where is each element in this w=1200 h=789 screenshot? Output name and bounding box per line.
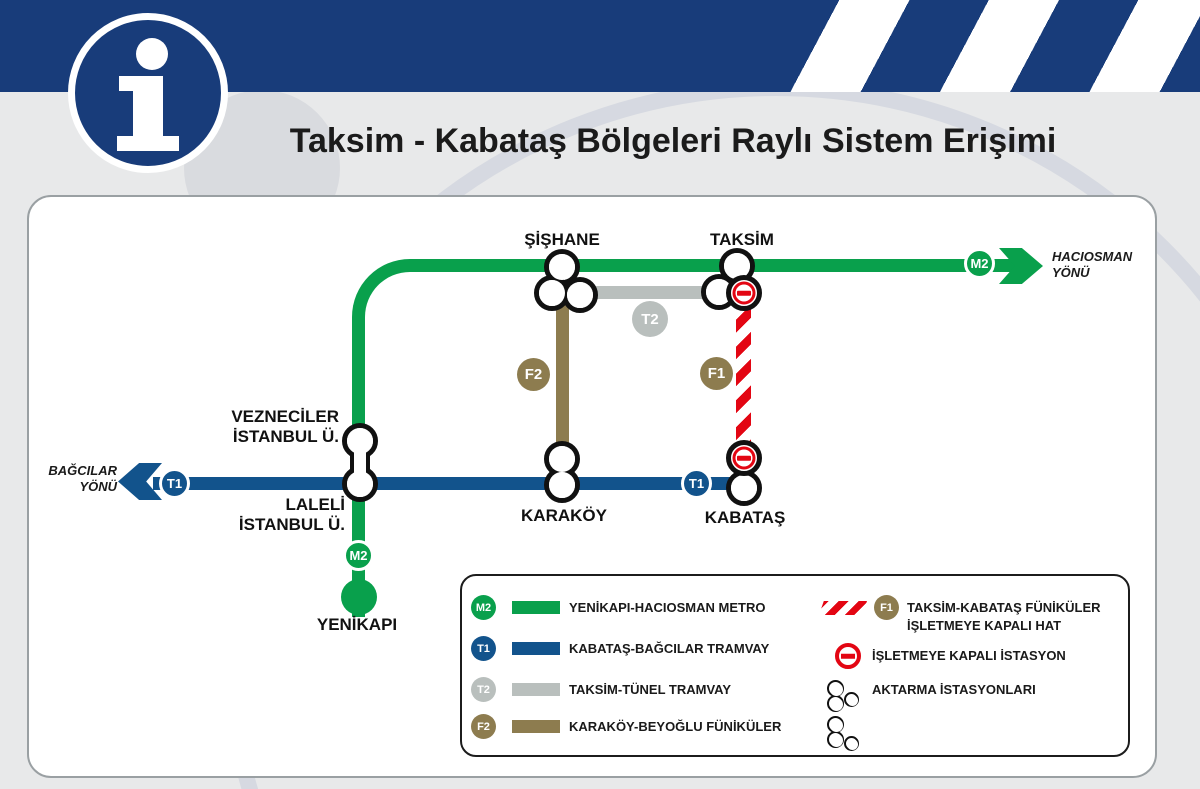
transit-map-panel: [27, 195, 1157, 778]
closed-station-icon: [726, 440, 762, 476]
m2-badge: M2: [964, 248, 995, 279]
station-label-yenikapi: YENİKAPI: [316, 615, 398, 634]
f2-legend-swatch: [512, 720, 560, 733]
m2-legend-swatch: [512, 601, 560, 614]
t1-badge: T1: [681, 468, 712, 499]
header-diagonal-stripes: [760, 0, 1200, 92]
station-sishane-interchange: [534, 249, 604, 319]
station-label-laleli: LALELİ İSTANBUL Ü.: [238, 495, 345, 534]
t1-badge: T1: [471, 636, 496, 661]
station-label-karakoy: KARAKÖY: [521, 506, 607, 525]
station-label-kabatas: KABATAŞ: [704, 508, 786, 527]
t1-line: [153, 477, 745, 490]
t2-badge: T2: [632, 301, 668, 337]
info-icon: [68, 13, 228, 173]
station-label-vezneciler: VEZNECİLER İSTANBUL Ü.: [231, 407, 339, 446]
f2-badge: F2: [471, 714, 496, 739]
f1-closed-line: [736, 293, 751, 461]
info-icon-dot: [136, 38, 168, 70]
t1-direction-label: BAĞCILAR YÖNÜ: [48, 463, 117, 494]
legend-label-f1: TAKSİM-KABATAŞ FÜNİKÜLER İŞLETMEYE KAPALI HAT: [907, 600, 1101, 633]
f2-badge: F2: [517, 358, 550, 391]
closed-station-icon: [726, 275, 762, 311]
f1-badge: F1: [700, 357, 733, 390]
station-label-taksim: TAKSİM: [710, 230, 774, 249]
station-vezneciler-interchange: [342, 423, 378, 503]
t1-badge: T1: [159, 468, 190, 499]
t2-legend-swatch: [512, 683, 560, 696]
m2-line: [352, 259, 1018, 617]
legend-label-closed-station: İŞLETMEYE KAPALI İSTASYON: [872, 648, 1066, 663]
legend-label-interchange: AKTARMA İSTASYONLARI: [872, 682, 1036, 697]
t1-legend-swatch: [512, 642, 560, 655]
f1-badge: F1: [874, 595, 899, 620]
page-title: Taksim - Kabataş Bölgeleri Raylı Sistem Erişimi: [289, 122, 1057, 160]
m2-badge: M2: [471, 595, 496, 620]
station-taksim-interchange: [701, 248, 771, 318]
station-kabatas-interchange: [726, 440, 762, 508]
legend-label-m2: YENİKAPI-HACIOSMAN METRO: [569, 600, 766, 615]
legend-box: [460, 574, 1130, 757]
yenikapi-terminus-dot: [341, 579, 377, 615]
m2-badge: M2: [343, 540, 374, 571]
info-icon-base: [117, 136, 179, 151]
closed-station-icon: [835, 643, 861, 669]
f1-closed-line-swatch: [819, 601, 867, 615]
legend-label-f2: KARAKÖY-BEYOĞLU FÜNİKÜLER: [569, 719, 782, 734]
info-icon-stem: [133, 76, 163, 138]
t2-badge: T2: [471, 677, 496, 702]
legend-label-t2: TAKSİM-TÜNEL TRAMVAY: [569, 682, 732, 697]
m2-direction-label: HACIOSMAN YÖNÜ: [1052, 249, 1133, 280]
legend-label-t1: KABATAŞ-BAĞCILAR TRAMVAY: [569, 641, 770, 656]
station-label-sishane: ŞİŞHANE: [524, 230, 600, 249]
f2-line: [556, 297, 569, 449]
station-karakoy-interchange: [544, 441, 580, 505]
